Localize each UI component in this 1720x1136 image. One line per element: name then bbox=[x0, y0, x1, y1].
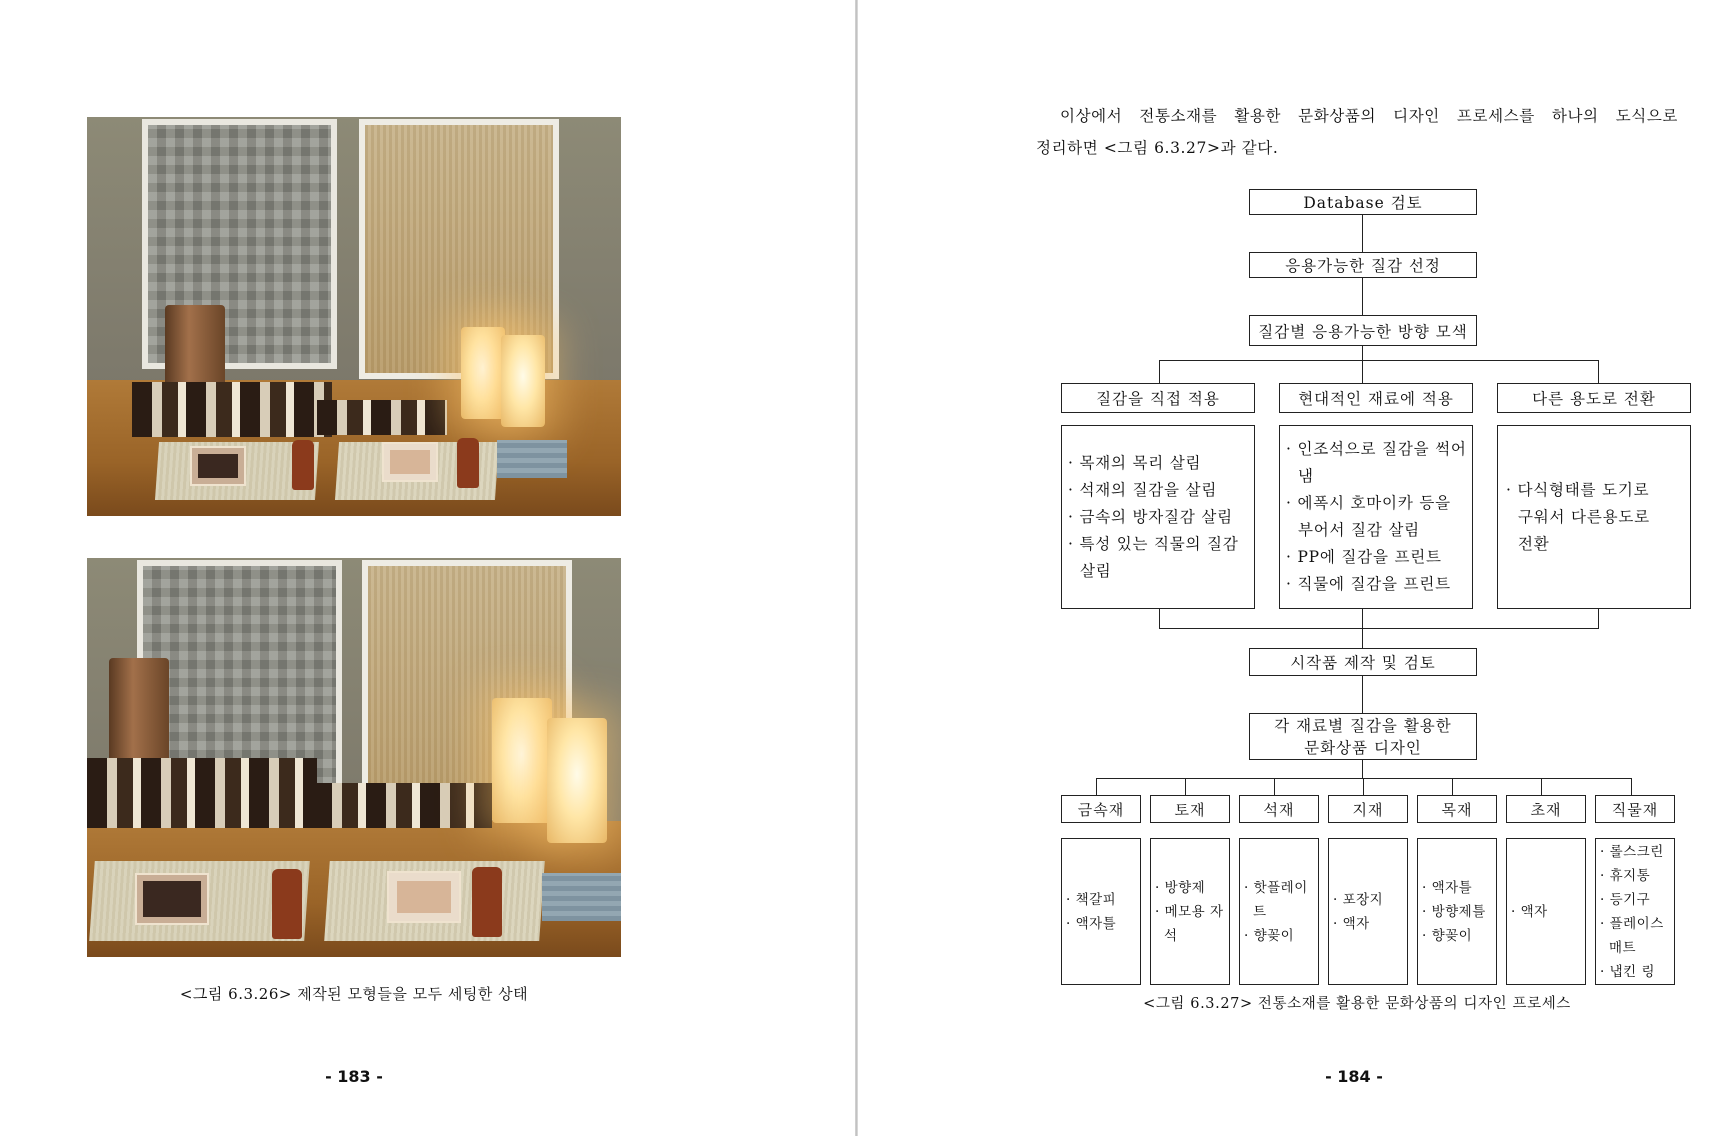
list-item: · 목재의 목리 살림 bbox=[1068, 453, 1202, 472]
branch-modern-details bbox=[1279, 425, 1473, 609]
paragraph-line-2: 정리하면 <그림 6.3.27>과 같다. bbox=[1036, 139, 1279, 157]
step-database-review: Database 검토 bbox=[1249, 189, 1477, 215]
branch-other-use: 다른 용도로 전환 bbox=[1497, 383, 1691, 413]
list-item: · 다식형태를 도기로 구워서 다른용도로 전환 bbox=[1506, 480, 1650, 553]
list-item: · 향꽂이 bbox=[1244, 927, 1295, 944]
material-paper-items bbox=[1328, 838, 1408, 985]
list-item: · 직물에 질감을 프린트 bbox=[1286, 575, 1451, 593]
step-texture-selection: 응용가능한 질감 선정 bbox=[1249, 252, 1477, 278]
intro-paragraph bbox=[1036, 100, 1678, 164]
material-textile-items bbox=[1595, 838, 1675, 985]
page-number-right: - 184 - bbox=[1325, 1067, 1383, 1086]
branch-other-details bbox=[1497, 425, 1691, 609]
figure-caption-right: <그림 6.3.27> 전통소재를 활용한 문화상품의 디자인 프로세스 bbox=[1143, 996, 1571, 1012]
branch-direct-details bbox=[1061, 425, 1255, 609]
page-number-left: - 183 - bbox=[325, 1067, 383, 1086]
list-item: · 에폭시 호마이카 등을 부어서 질감 살림 bbox=[1286, 494, 1451, 539]
material-grass-items bbox=[1506, 838, 1586, 985]
figure-caption-left: <그림 6.3.26> 제작된 모형들을 모두 세팅한 상태 bbox=[179, 985, 529, 1003]
paragraph-line-1: 이상에서 전통소재를 활용한 문화상품의 디자인 프로세스를 하나의 도식으로 bbox=[1060, 107, 1678, 125]
list-item: · 포장지 bbox=[1333, 891, 1384, 908]
material-wood-items bbox=[1417, 838, 1497, 985]
list-item: · 냅킨 링 bbox=[1600, 963, 1655, 980]
material-clay-items bbox=[1150, 838, 1230, 985]
list-item: · 향꽂이 bbox=[1422, 927, 1473, 944]
list-item: · 방향제틀 bbox=[1422, 903, 1486, 920]
list-item: · PP에 질감을 프린트 bbox=[1286, 548, 1442, 566]
material-paper: 지재 bbox=[1328, 795, 1408, 823]
material-wood: 목재 bbox=[1417, 795, 1497, 823]
list-item: · 인조석으로 질감을 썩어냄 bbox=[1286, 440, 1467, 485]
list-item: · 등기구 bbox=[1600, 891, 1651, 908]
list-item: · 핫플레이트 bbox=[1244, 879, 1308, 920]
list-item: · 플레이스 매트 bbox=[1600, 915, 1664, 956]
list-item: · 금속의 방자질감 살림 bbox=[1068, 507, 1233, 526]
material-clay: 토재 bbox=[1150, 795, 1230, 823]
material-textile: 직물재 bbox=[1595, 795, 1675, 823]
list-item: · 메모용 자석 bbox=[1155, 903, 1224, 944]
step-direction-search: 질감별 응용가능한 방향 모색 bbox=[1249, 315, 1477, 346]
step-cultural-product-design bbox=[1249, 713, 1477, 760]
branch-direct-application: 질감을 직접 적용 bbox=[1061, 383, 1255, 413]
photo-table-setting-1 bbox=[87, 117, 621, 516]
step-prototype-review: 시작품 제작 및 검토 bbox=[1249, 648, 1477, 676]
step-5-line-1: 각 재료별 질감을 활용한 bbox=[1274, 716, 1452, 735]
material-grass: 초재 bbox=[1506, 795, 1586, 823]
list-item: · 특성 있는 직물의 질감 살림 bbox=[1068, 534, 1239, 580]
list-item: · 책갈피 bbox=[1066, 891, 1117, 908]
step-5-line-2: 문화상품 디자인 bbox=[1304, 738, 1422, 757]
photo-table-setting-2 bbox=[87, 558, 621, 957]
list-item: · 액자 bbox=[1511, 903, 1548, 920]
branch-modern-materials: 현대적인 재료에 적용 bbox=[1279, 383, 1473, 413]
list-item: · 석재의 질감을 살림 bbox=[1068, 480, 1218, 499]
material-metal: 금속재 bbox=[1061, 795, 1141, 823]
material-metal-items bbox=[1061, 838, 1141, 985]
list-item: · 휴지통 bbox=[1600, 867, 1651, 884]
material-stone-items bbox=[1239, 838, 1319, 985]
list-item: · 방향제 bbox=[1155, 879, 1206, 896]
list-item: · 롤스크린 bbox=[1600, 843, 1664, 860]
list-item: · 액자틀 bbox=[1066, 915, 1117, 932]
material-stone: 석재 bbox=[1239, 795, 1319, 823]
list-item: · 액자틀 bbox=[1422, 879, 1473, 896]
list-item: · 액자 bbox=[1333, 915, 1370, 932]
